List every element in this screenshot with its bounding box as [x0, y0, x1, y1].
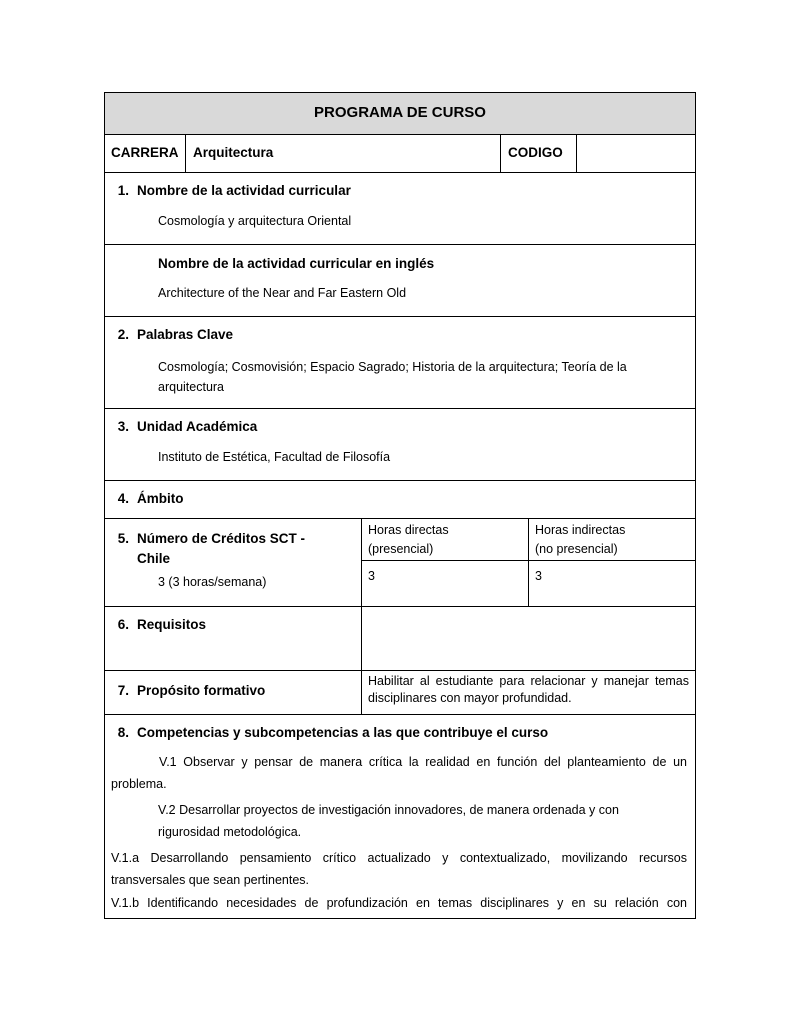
- section-1b: [105, 245, 695, 317]
- section-1-title: Nombre de la actividad curricular: [137, 183, 351, 198]
- hours-direct-value: 3: [368, 569, 375, 583]
- competence-v1: V.1 Observar y pensar de manera crítica la realidad en función del planteamiento de un problema.: [111, 755, 687, 791]
- section-2-number: 2.: [117, 327, 129, 342]
- hours-indirect-header-line2: (no presencial): [535, 542, 618, 556]
- section-6-number: 6.: [117, 617, 129, 632]
- section-3-value: Instituto de Estética, Facultad de Filosofía: [158, 450, 391, 464]
- hours-indirect-header-line1: Horas indirectas: [535, 523, 626, 537]
- section-2: [105, 317, 695, 409]
- page-title: PROGRAMA DE CURSO: [314, 104, 486, 121]
- hours-direct-header-line2: (presencial): [368, 542, 434, 556]
- subcompetence-v1a: V.1.a Desarrollando pensamiento crítico actualizado y contextualizado, movilizando recursos transversales que sean pertinentes.: [111, 851, 687, 887]
- section-7: [105, 671, 695, 715]
- section-5: [105, 519, 695, 607]
- section-4: [105, 481, 695, 519]
- section-8-number: 8.: [117, 725, 129, 740]
- carrera-label: CARRERA: [111, 145, 179, 160]
- codigo-label: CODIGO: [508, 145, 563, 160]
- section-8: [105, 715, 695, 918]
- carrera-value: Arquitectura: [193, 145, 274, 160]
- section-4-title: Ámbito: [137, 491, 184, 506]
- section-3: [105, 409, 695, 481]
- section-6-title: Requisitos: [137, 617, 207, 632]
- section-5-number: 5.: [117, 531, 129, 546]
- section-1b-value: Architecture of the Near and Far Eastern Old: [158, 286, 407, 300]
- section-2-value: Cosmología; Cosmovisión; Espacio Sagrado; Historia de la arquitectura; Teoría de la arquitectura: [158, 360, 627, 394]
- carrera-row: [105, 135, 695, 173]
- section-2-title: Palabras Clave: [137, 327, 234, 342]
- section-3-title: Unidad Académica: [137, 419, 258, 434]
- hours-direct-header-line1: Horas directas: [368, 523, 449, 537]
- section-7-title: Propósito formativo: [137, 683, 266, 698]
- section-5-title: Número de Créditos SCT - Chile: [137, 531, 306, 566]
- hours-indirect-value: 3: [535, 569, 542, 583]
- section-1: [105, 173, 695, 245]
- section-7-value: Habilitar al estudiante para relacionar y manejar temas disciplinares con mayor profundidad.: [368, 674, 689, 705]
- competence-v2: V.2 Desarrollar proyectos de investigación innovadores, de manera ordenada y con rigurosidad metodológica.: [158, 803, 619, 839]
- section-3-number: 3.: [117, 419, 129, 434]
- section-4-number: 4.: [117, 491, 129, 506]
- section-1-number: 1.: [117, 183, 129, 198]
- section-7-number: 7.: [117, 683, 129, 698]
- section-5-value: 3 (3 horas/semana): [158, 575, 267, 589]
- title-row: [105, 93, 695, 135]
- section-1b-title: Nombre de la actividad curricular en inglés: [158, 256, 435, 271]
- course-program-document: [104, 92, 696, 919]
- subcompetence-v1b: V.1.b Identificando necesidades de profundización en temas disciplinares y en su relación con: [111, 896, 687, 910]
- section-8-title: Competencias y subcompetencias a las que contribuye el curso: [137, 725, 549, 740]
- section-1-value: Cosmología y arquitectura Oriental: [158, 214, 352, 228]
- section-6: [105, 607, 695, 671]
